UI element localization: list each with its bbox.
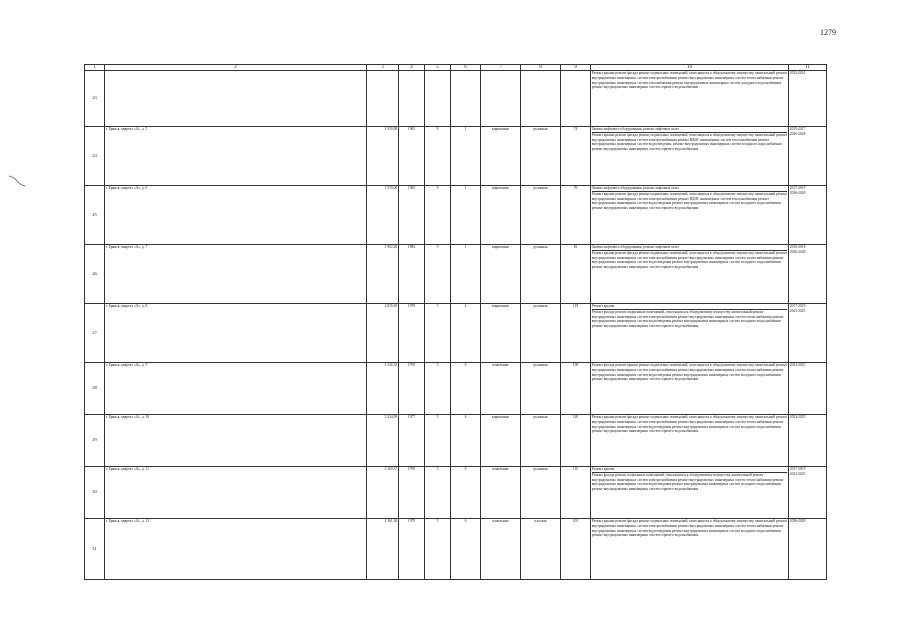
page-number: 1279 — [820, 28, 836, 37]
entrance-count: 4 — [451, 415, 481, 467]
column-number: 1 — [85, 65, 105, 71]
planned-works — [591, 71, 789, 127]
wall-material: кирпичные — [481, 127, 521, 186]
housing-register-table — [84, 64, 827, 580]
year-range: 2023-2025 — [789, 363, 806, 368]
roof-type: рулонная — [521, 127, 561, 186]
year-range: 2023-2025 — [789, 415, 806, 420]
table-row — [85, 304, 827, 363]
work-item: Ремонт крыши ремонт фасада ремонт подвальных помещений, относящихся к общедомовому имуществу, капитальный ремонт внутридомовых инженерных систем электроснабжения ремонт внутридомовых инженерных систем теплоснабжения ремонт внутридомовых инженерных систем водоотведения ремонт внутридомовых инженерных систем холодного водоснабжения ремонт внутридомовых инженерных систем горячего водоснабжения — [591, 250, 787, 269]
work-item: Ремонт крыши ремонт фасада ремонт подвальных помещений, относящихся к общедомовому имуществу, капитальный ремонт внутридомовых инженерных систем электроснабжения ремонт внутридомовых инженерных систем теплоснабжения ремонт внутридомовых инженерных систем водоотведения ремонт внутридомовых инженерных систем холодного водоснабжения ремонт внутридомовых инженерных систем горячего водоснабжения — [591, 519, 787, 538]
row-number: 25 — [85, 186, 105, 245]
apartment-count: 119 — [561, 304, 591, 363]
apartment-count: 120 — [561, 415, 591, 467]
planned-years — [789, 519, 827, 580]
planned-years — [789, 186, 827, 245]
work-item: Ремонт крыши — [592, 467, 787, 473]
floor-count: 9 — [425, 186, 451, 245]
column-number: 10 — [591, 65, 789, 71]
year-range: 2023-2025 — [789, 471, 806, 476]
floor-count: 5 — [425, 304, 451, 363]
floor-count: 5 — [425, 467, 451, 519]
planned-years — [789, 71, 827, 127]
planned-years — [789, 127, 827, 186]
work-item: Замена лифтового оборудования, ремонт лифтовых шахт — [592, 245, 787, 251]
roof-type: рулонная — [521, 415, 561, 467]
wall-material: кирпичные — [481, 304, 521, 363]
roof-type: рулонная — [521, 363, 561, 415]
building-address — [105, 71, 367, 127]
roof-type — [521, 71, 561, 127]
building-area: 1 910,00 — [367, 127, 399, 186]
table-row — [85, 363, 827, 415]
year-built: 1978 — [399, 467, 425, 519]
building-area: 4 361,38 — [367, 519, 399, 580]
work-item: Ремонт фасада ремонт подвальных помещений, относящихся к общедомовому имуществу, капитальный ремонт внутридомовых инженерных систем электроснабжения ремонт внутридомовых инженерных систем теплоснабжения ремонт внутридомовых инженерных систем водоотведения ремонт внутридомовых инженерных систем холодного водоснабжения ремонт внутридомовых инженерных систем горячего водоснабжения — [591, 309, 784, 328]
apartment-count: 76 — [561, 186, 591, 245]
column-number: 2 — [105, 65, 367, 71]
apartment-count: 74 — [561, 127, 591, 186]
year-built: 1982 — [399, 186, 425, 245]
year-range: 2026-2028 — [789, 249, 806, 254]
entrance-count — [451, 71, 481, 127]
planned-works — [591, 467, 789, 519]
row-number: 28 — [85, 363, 105, 415]
building-area: 1 902,20 — [367, 245, 399, 304]
table-row — [85, 245, 827, 304]
building-area: 3 234,99 — [367, 415, 399, 467]
column-number: 3 — [367, 65, 399, 71]
planned-works — [591, 519, 789, 580]
building-address: г. Брянск, квартал «А», д. 11 — [105, 467, 367, 519]
wall-material — [481, 71, 521, 127]
year-range: 2022-2024 — [789, 71, 806, 76]
year-built — [399, 71, 425, 127]
roof-type: рулонная — [521, 186, 561, 245]
planned-years — [789, 304, 827, 363]
work-item: Ремонт фасада ремонт крыши ремонт подвальных помещений, относящихся к общедомовому имуществу, капитальный ремонт внутридомовых инженерных систем электроснабжения ремонт внутридомовых инженерных систем теплоснабжения ремонт внутридомовых инженерных систем водоотведения ремонт внутридомовых инженерных систем холодного водоснабжения ремонт внутридомовых инженерных систем горячего водоснабжения — [591, 363, 787, 382]
wall-material: панельные — [481, 467, 521, 519]
year-range: 2016-2018 — [789, 245, 806, 250]
entrance-count: 1 — [451, 245, 481, 304]
table-row — [85, 467, 827, 519]
floor-count: 5 — [425, 363, 451, 415]
building-area — [367, 71, 399, 127]
building-area: 4 815,65 — [367, 304, 399, 363]
wall-material: кирпичные — [481, 245, 521, 304]
planned-works — [591, 127, 789, 186]
entrance-count: 6 — [451, 519, 481, 580]
floor-count: 9 — [425, 127, 451, 186]
row-number: 29 — [85, 415, 105, 467]
roof-type: плоская — [521, 519, 561, 580]
building-area: 4 326,55 — [367, 363, 399, 415]
building-address: г. Брянск, квартал «А», д. 6 — [105, 186, 367, 245]
table-row — [85, 186, 827, 245]
year-range: 2015-2017 — [789, 127, 806, 132]
planned-years — [789, 245, 827, 304]
building-address: г. Брянск, квартал «А», д. 12 — [105, 519, 367, 580]
apartment-count — [561, 71, 591, 127]
floor-count — [425, 71, 451, 127]
year-range: 2017-2019 — [789, 186, 806, 191]
entrance-count: 1 — [451, 127, 481, 186]
year-built: 1983 — [399, 127, 425, 186]
roof-type: рулонная — [521, 304, 561, 363]
row-number: 24 — [85, 127, 105, 186]
year-range: 2026-2028 — [789, 519, 806, 524]
apartment-count: 81 — [561, 245, 591, 304]
column-number: 4 — [399, 65, 425, 71]
year-range: 2026-2028 — [789, 131, 806, 136]
planned-years — [789, 415, 827, 467]
row-number: 30 — [85, 467, 105, 519]
entrance-count: 6 — [451, 363, 481, 415]
work-item: Ремонт крыши — [592, 304, 787, 310]
table-row — [85, 519, 827, 580]
building-area: 1 919,00 — [367, 186, 399, 245]
wall-material: кирпичные — [481, 186, 521, 245]
wall-material: панельные — [481, 363, 521, 415]
building-address: г. Брянск, квартал «А», д. 7 — [105, 245, 367, 304]
building-address: г. Брянск, квартал «А», д. 10 — [105, 415, 367, 467]
wall-material: панельные — [481, 519, 521, 580]
row-number: 27 — [85, 304, 105, 363]
year-built: 1978 — [399, 304, 425, 363]
work-item: Ремонт фасада ремонт подвальных помещений, относящихся к общедомовому имуществу, капитальный ремонт внутридомовых инженерных систем электроснабжения ремонт внутридомовых инженерных систем теплоснабжения ремонт внутридомовых инженерных систем водоотведения ремонт внутридомовых инженерных систем холодного водоснабжения ремонт внутридомовых инженерных систем горячего водоснабжения — [591, 472, 784, 491]
work-item: Ремонт крыши ремонт фасада ремонт подвальных помещений, относящихся к общедомовому имуществу, капитальный ремонт внутридомовых инженерных систем электроснабжения ремонт внутридомовых инженерных систем теплоснабжения ремонт внутридомовых инженерных систем газоснабжения ремонт внутридомовых инженерных систем холодного водоснабжения ремонт внутридомовых инженерных систем горячего водоснабжения — [591, 71, 787, 90]
year-range: 2026-2028 — [789, 190, 806, 195]
column-number: 6 — [451, 65, 481, 71]
column-number: 5 — [425, 65, 451, 71]
apartment-count: 110 — [561, 467, 591, 519]
building-address: г. Брянск, квартал «А», д. 9 — [105, 363, 367, 415]
work-item: Ремонт крыши ремонт фасада ремонт подвальных помещений, относящихся к общедомовому имуществу, капитальный ремонт внутридомовых инженерных систем электроснабжения ремонт ВДИС инженерных систем теплоснабжения ремонт внутридомовых инженерных систем водоотведения ремонт внутридомовых инженерных систем холодного водоснабжения ремонт внутридомовых инженерных систем горячего водоснабжения — [591, 191, 787, 210]
row-number: 23 — [85, 71, 105, 127]
year-built: 1977 — [399, 415, 425, 467]
floor-count: 5 — [425, 519, 451, 580]
year-range: 2023-2025 — [789, 308, 806, 313]
roof-type: рулонная — [521, 467, 561, 519]
building-address: г. Брянск, квартал «А», д. 8 — [105, 304, 367, 363]
roof-type: рулонная — [521, 245, 561, 304]
floor-count: 5 — [425, 415, 451, 467]
planned-years — [789, 363, 827, 415]
row-number: 26 — [85, 245, 105, 304]
entrance-count: 1 — [451, 186, 481, 245]
work-item: Замена лифтового оборудования, ремонт лифтовых шахт — [592, 127, 787, 133]
year-range: 2017-2019 — [789, 304, 806, 309]
planned-works — [591, 186, 789, 245]
wall-material: кирпичные — [481, 415, 521, 467]
apartment-count: 108 — [561, 363, 591, 415]
building-area: 4 269,37 — [367, 467, 399, 519]
planned-works — [591, 304, 789, 363]
margin-pen-mark — [8, 175, 26, 187]
year-built: 1979 — [399, 519, 425, 580]
planned-works — [591, 245, 789, 304]
planned-works — [591, 415, 789, 467]
year-built: 1976 — [399, 363, 425, 415]
work-item: Замена лифтового оборудования, ремонт лифтовых шахт — [592, 186, 787, 192]
year-built: 1984 — [399, 245, 425, 304]
work-item: Ремонт крыши ремонт фасада ремонт подвальных помещений, относящихся к общедомовому имуществу, капитальный ремонт внутридомовых инженерных систем электроснабжения ремонт внутридомовых инженерных систем теплоснабжения ремонт внутридомовых инженерных систем водоотведения ремонт внутридомовых инженерных систем холодного водоснабжения ремонт внутридомовых инженерных систем горячего водоснабжения — [591, 415, 787, 434]
table-row — [85, 415, 827, 467]
column-number: 9 — [561, 65, 591, 71]
building-address: г. Брянск, квартал «А», д. 5 — [105, 127, 367, 186]
table-row — [85, 71, 827, 127]
column-number: 11 — [789, 65, 827, 71]
column-number: 8 — [521, 65, 561, 71]
planned-years — [789, 467, 827, 519]
table-row — [85, 127, 827, 186]
entrance-count: 6 — [451, 467, 481, 519]
apartment-count: 101 — [561, 519, 591, 580]
entrance-count: 4 — [451, 304, 481, 363]
column-number: 7 — [481, 65, 521, 71]
work-item: Ремонт крыши ремонт фасада ремонт подвальных помещений, относящихся к общедомовому имуществу, капитальный ремонт внутридомовых инженерных систем электроснабжения ремонт ВДИС инженерных систем теплоснабжения ремонт внутридомовых инженерных систем водоотведения, ремонт внутридомовых инженерных систем холодного водоснабжения ремонт внутридомовых инженерных систем горячего водоснабжения — [591, 132, 787, 151]
floor-count: 9 — [425, 245, 451, 304]
planned-works — [591, 363, 789, 415]
row-number: 31 — [85, 519, 105, 580]
year-range: 2017-2019 — [789, 467, 806, 472]
